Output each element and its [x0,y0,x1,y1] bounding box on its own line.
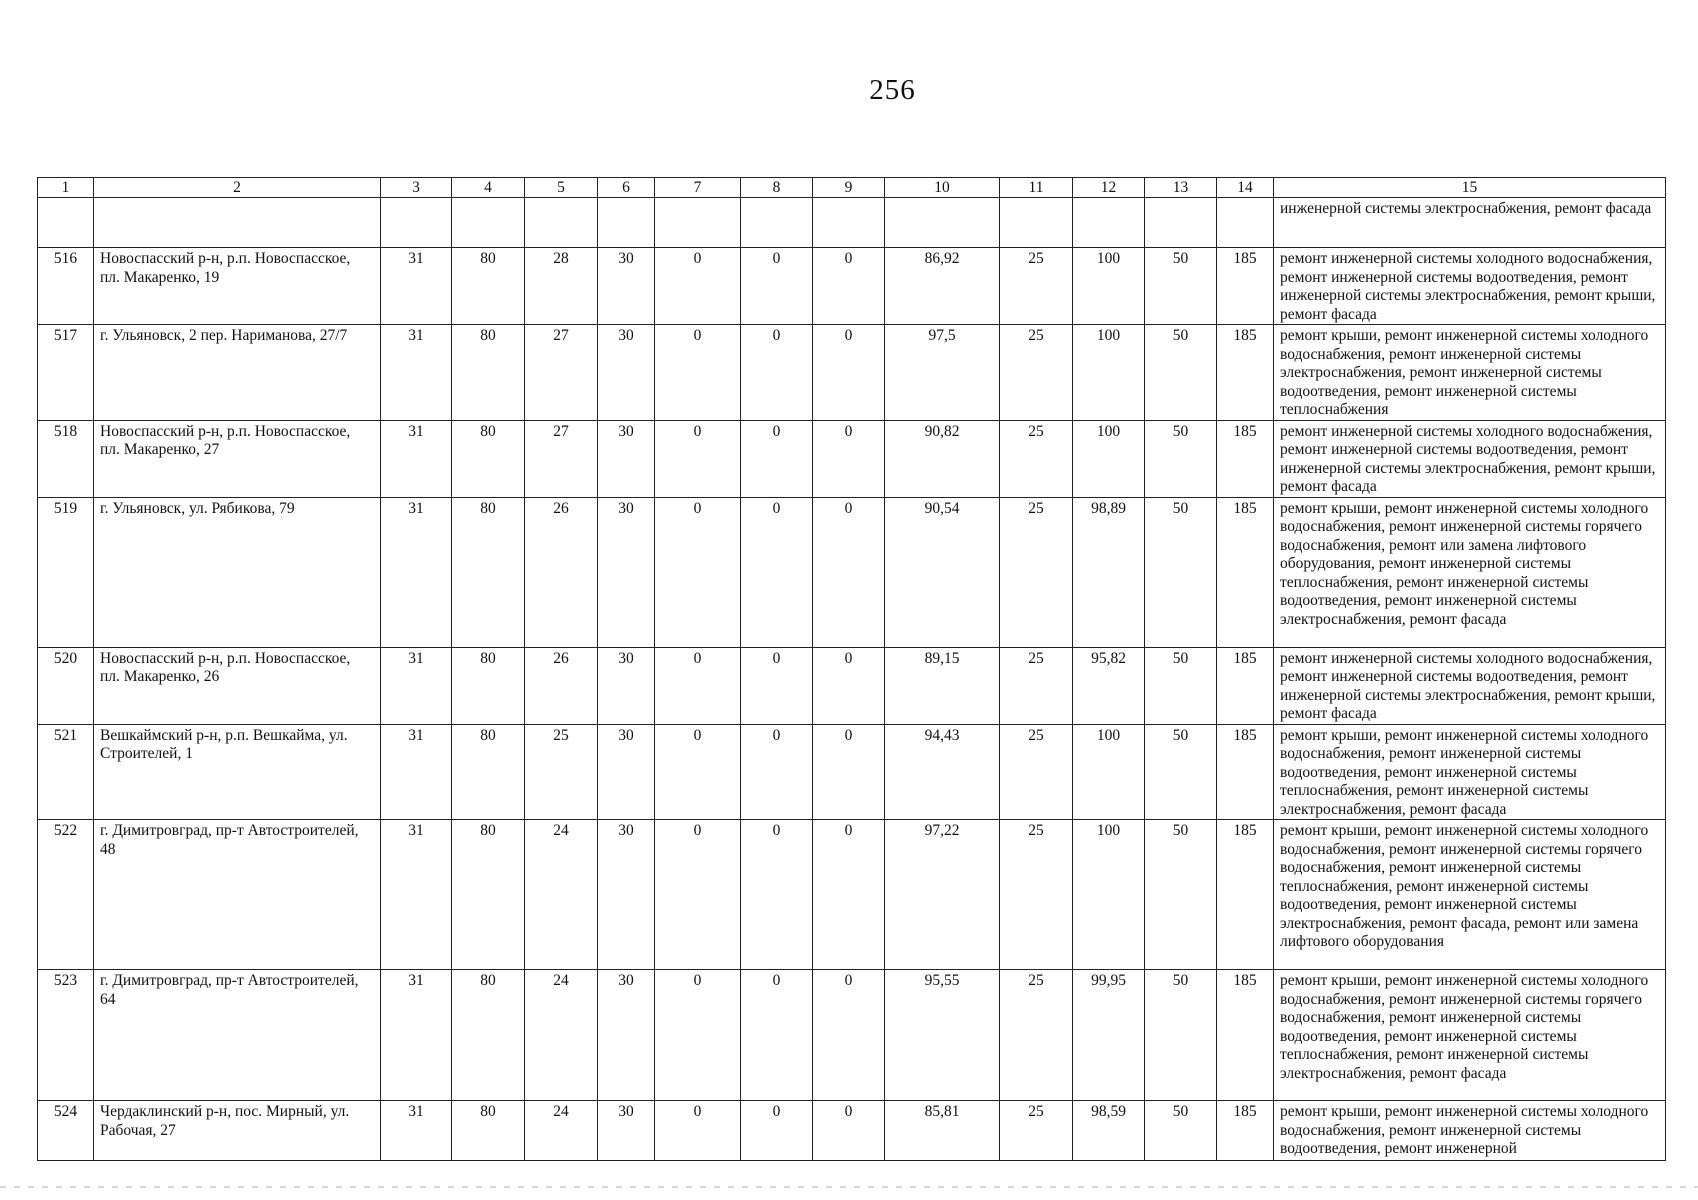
value-cell-11: 25 [1000,248,1073,325]
address-cell: Чердаклинский р-н, пос. Мирный, ул. Рабочая, 27 [94,1101,381,1161]
address-cell: Вешкаймский р-н, р.п. Вешкайма, ул. Строителей, 1 [94,724,381,820]
value-cell-5: 24 [525,820,598,970]
column-header-3: 3 [381,178,452,198]
address-cell: Новоспасский р-н, р.п. Новоспасское, пл. Макаренко, 27 [94,420,381,497]
column-header-6: 6 [598,178,655,198]
row-number-cell: 519 [38,497,94,647]
row-number-cell: 516 [38,248,94,325]
address-cell: Новоспасский р-н, р.п. Новоспасское, пл. Макаренко, 19 [94,248,381,325]
value-cell-7 [655,198,741,248]
column-header-11: 11 [1000,178,1073,198]
value-cell-9: 0 [813,724,885,820]
value-cell-8: 0 [741,325,813,421]
value-cell-8: 0 [741,1101,813,1161]
value-cell-5: 25 [525,724,598,820]
value-cell-5 [525,198,598,248]
column-header-2: 2 [94,178,381,198]
value-cell-8: 0 [741,647,813,724]
value-cell-10: 97,22 [885,820,1000,970]
works-cell: ремонт инженерной системы холодного водоснабжения, ремонт инженерной системы водоотведения, ремонт инженерной системы электроснабжения, ремонт крыши, ремонт фасада [1274,420,1666,497]
value-cell-13: 50 [1145,248,1217,325]
value-cell-14: 185 [1217,647,1274,724]
value-cell-10: 89,15 [885,647,1000,724]
value-cell-3: 31 [381,724,452,820]
value-cell-9: 0 [813,647,885,724]
value-cell-6: 30 [598,325,655,421]
value-cell-8 [741,198,813,248]
value-cell-8: 0 [741,420,813,497]
table-row [38,1101,1666,1161]
row-number-cell: 520 [38,647,94,724]
works-cell: ремонт крыши, ремонт инженерной системы холодного водоснабжения, ремонт инженерной системы горячего водоснабжения, ремонт или замена лифтового оборудования, ремонт инженерной системы теплоснабжения, ремонт инженерной системы водоотведения, ремонт инженерной системы электроснабжения, ремонт фасада [1274,497,1666,647]
value-cell-5: 27 [525,420,598,497]
column-header-15: 15 [1274,178,1666,198]
table-row [38,970,1666,1101]
page-number: 256 [869,74,916,106]
row-number-cell: 521 [38,724,94,820]
value-cell-12: 99,95 [1073,970,1145,1101]
value-cell-13: 50 [1145,820,1217,970]
value-cell-13: 50 [1145,724,1217,820]
column-header-4: 4 [452,178,525,198]
value-cell-7: 0 [655,420,741,497]
address-cell: г. Ульяновск, 2 пер. Нариманова, 27/7 [94,325,381,421]
column-header-13: 13 [1145,178,1217,198]
value-cell-3: 31 [381,420,452,497]
value-cell-14 [1217,198,1274,248]
value-cell-3: 31 [381,1101,452,1161]
value-cell-12: 100 [1073,724,1145,820]
value-cell-8: 0 [741,248,813,325]
row-number-cell: 517 [38,325,94,421]
value-cell-6: 30 [598,647,655,724]
table-row [38,420,1666,497]
value-cell-10: 97,5 [885,325,1000,421]
table-row [38,724,1666,820]
value-cell-14: 185 [1217,1101,1274,1161]
table-row [38,198,1666,248]
column-number-row [38,178,1666,198]
address-cell: г. Димитровград, пр-т Автостроителей, 64 [94,970,381,1101]
row-number-cell: 522 [38,820,94,970]
column-header-8: 8 [741,178,813,198]
value-cell-14: 185 [1217,724,1274,820]
value-cell-12: 95,82 [1073,647,1145,724]
row-number-cell: 518 [38,420,94,497]
address-cell: г. Ульяновск, ул. Рябикова, 79 [94,497,381,647]
value-cell-3: 31 [381,325,452,421]
value-cell-13: 50 [1145,420,1217,497]
value-cell-4: 80 [452,647,525,724]
works-cell: ремонт инженерной системы холодного водоснабжения, ремонт инженерной системы водоотведения, ремонт инженерной системы электроснабжения, ремонт крыши, ремонт фасада [1274,647,1666,724]
value-cell-13 [1145,198,1217,248]
value-cell-11: 25 [1000,820,1073,970]
value-cell-4: 80 [452,820,525,970]
value-cell-3: 31 [381,970,452,1101]
value-cell-7: 0 [655,647,741,724]
value-cell-4: 80 [452,970,525,1101]
value-cell-14: 185 [1217,970,1274,1101]
value-cell-11: 25 [1000,325,1073,421]
value-cell-11 [1000,198,1073,248]
value-cell-11: 25 [1000,647,1073,724]
value-cell-5: 24 [525,1101,598,1161]
table-row [38,820,1666,970]
value-cell-11: 25 [1000,1101,1073,1161]
value-cell-4: 80 [452,248,525,325]
value-cell-10: 86,92 [885,248,1000,325]
works-cell: ремонт крыши, ремонт инженерной системы холодного водоснабжения, ремонт инженерной системы электроснабжения, ремонт инженерной системы водоотведения, ремонт инженерной системы теплоснабжения [1274,325,1666,421]
value-cell-9: 0 [813,248,885,325]
value-cell-12: 98,59 [1073,1101,1145,1161]
value-cell-7: 0 [655,1101,741,1161]
value-cell-3: 31 [381,820,452,970]
table-row [38,647,1666,724]
value-cell-12: 100 [1073,420,1145,497]
row-number-cell: 523 [38,970,94,1101]
works-cell: ремонт крыши, ремонт инженерной системы холодного водоснабжения, ремонт инженерной системы горячего водоснабжения, ремонт инженерной системы теплоснабжения, ремонт инженерной системы водоотведения, ремонт инженерной системы электроснабжения, ремонт фасада, ремонт или замена лифтового оборудования [1274,820,1666,970]
value-cell-11: 25 [1000,497,1073,647]
works-cell: ремонт крыши, ремонт инженерной системы холодного водоснабжения, ремонт инженерной системы горячего водоснабжения, ремонт инженерной системы водоотведения, ремонт инженерной системы теплоснабжения, ремонт инженерной системы электроснабжения, ремонт фасада [1274,970,1666,1101]
works-cell: инженерной системы электроснабжения, ремонт фасада [1274,198,1666,248]
value-cell-3: 31 [381,248,452,325]
value-cell-10: 90,82 [885,420,1000,497]
value-cell-5: 24 [525,970,598,1101]
value-cell-4: 80 [452,325,525,421]
column-header-14: 14 [1217,178,1274,198]
value-cell-10: 85,81 [885,1101,1000,1161]
works-cell: ремонт инженерной системы холодного водоснабжения, ремонт инженерной системы водоотведения, ремонт инженерной системы электроснабжения, ремонт крыши, ремонт фасада [1274,248,1666,325]
column-header-10: 10 [885,178,1000,198]
value-cell-7: 0 [655,724,741,820]
value-cell-4 [452,198,525,248]
value-cell-4: 80 [452,420,525,497]
value-cell-13: 50 [1145,497,1217,647]
value-cell-3 [381,198,452,248]
value-cell-7: 0 [655,497,741,647]
scan-edge-line [0,1186,1698,1188]
works-cell: ремонт крыши, ремонт инженерной системы холодного водоснабжения, ремонт инженерной системы водоотведения, ремонт инженерной системы теплоснабжения, ремонт инженерной системы электроснабжения, ремонт фасада [1274,724,1666,820]
value-cell-7: 0 [655,248,741,325]
value-cell-9: 0 [813,497,885,647]
value-cell-13: 50 [1145,970,1217,1101]
address-cell [94,198,381,248]
value-cell-12: 98,89 [1073,497,1145,647]
value-cell-8: 0 [741,724,813,820]
value-cell-14: 185 [1217,325,1274,421]
value-cell-8: 0 [741,970,813,1101]
value-cell-9: 0 [813,820,885,970]
value-cell-14: 185 [1217,420,1274,497]
value-cell-7: 0 [655,970,741,1101]
value-cell-3: 31 [381,497,452,647]
value-cell-6: 30 [598,820,655,970]
value-cell-6: 30 [598,724,655,820]
value-cell-12 [1073,198,1145,248]
value-cell-12: 100 [1073,325,1145,421]
value-cell-5: 26 [525,647,598,724]
value-cell-14: 185 [1217,248,1274,325]
value-cell-6 [598,198,655,248]
value-cell-13: 50 [1145,325,1217,421]
value-cell-11: 25 [1000,970,1073,1101]
value-cell-5: 27 [525,325,598,421]
value-cell-5: 26 [525,497,598,647]
works-cell: ремонт крыши, ремонт инженерной системы холодного водоснабжения, ремонт инженерной системы водоотведения, ремонт инженерной [1274,1101,1666,1161]
value-cell-6: 30 [598,248,655,325]
value-cell-9 [813,198,885,248]
column-header-7: 7 [655,178,741,198]
value-cell-11: 25 [1000,420,1073,497]
value-cell-7: 0 [655,820,741,970]
table-row [38,325,1666,421]
value-cell-14: 185 [1217,497,1274,647]
value-cell-13: 50 [1145,647,1217,724]
column-header-12: 12 [1073,178,1145,198]
row-number-cell [38,198,94,248]
column-header-1: 1 [38,178,94,198]
value-cell-10: 94,43 [885,724,1000,820]
value-cell-10: 90,54 [885,497,1000,647]
value-cell-5: 28 [525,248,598,325]
value-cell-11: 25 [1000,724,1073,820]
register-table [37,177,1666,1161]
value-cell-12: 100 [1073,248,1145,325]
value-cell-6: 30 [598,420,655,497]
value-cell-6: 30 [598,497,655,647]
column-header-5: 5 [525,178,598,198]
value-cell-3: 31 [381,647,452,724]
value-cell-9: 0 [813,325,885,421]
value-cell-10: 95,55 [885,970,1000,1101]
value-cell-9: 0 [813,970,885,1101]
value-cell-9: 0 [813,1101,885,1161]
value-cell-12: 100 [1073,820,1145,970]
table-row [38,248,1666,325]
value-cell-6: 30 [598,970,655,1101]
value-cell-13: 50 [1145,1101,1217,1161]
value-cell-10 [885,198,1000,248]
value-cell-4: 80 [452,497,525,647]
value-cell-4: 80 [452,724,525,820]
table-row [38,497,1666,647]
value-cell-7: 0 [655,325,741,421]
row-number-cell: 524 [38,1101,94,1161]
address-cell: г. Димитровград, пр-т Автостроителей, 48 [94,820,381,970]
value-cell-4: 80 [452,1101,525,1161]
value-cell-6: 30 [598,1101,655,1161]
value-cell-9: 0 [813,420,885,497]
column-header-9: 9 [813,178,885,198]
value-cell-8: 0 [741,497,813,647]
value-cell-8: 0 [741,820,813,970]
address-cell: Новоспасский р-н, р.п. Новоспасское, пл. Макаренко, 26 [94,647,381,724]
value-cell-14: 185 [1217,820,1274,970]
